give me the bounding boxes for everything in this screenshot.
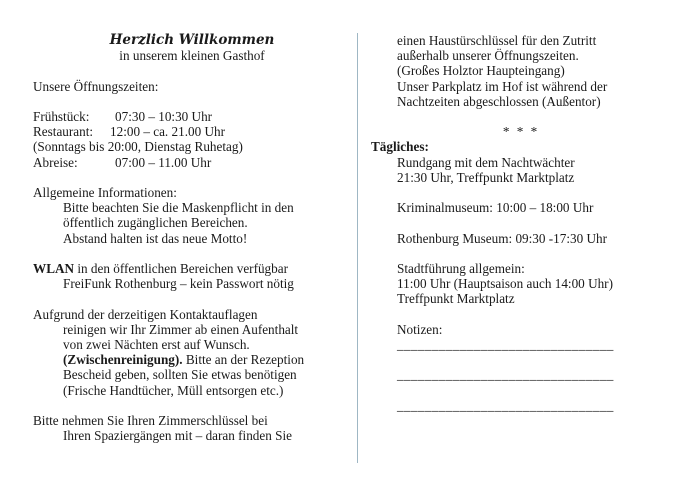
hours-row [33, 109, 351, 124]
key-cont-line: Unser Parkplatz im Hof ist während der [397, 78, 608, 94]
hours-label: Restaurant: [33, 124, 94, 140]
daily-item: 11:00 Uhr (Hauptsaison auch 14:00 Uhr) [397, 276, 613, 292]
contact-text: Bitte an der Rezeption [182, 352, 305, 368]
note-line: _______________________________ [397, 367, 614, 383]
wlan-network: FreiFunk Rothenburg – kein Passwort nötig [63, 276, 294, 292]
cleaning-label: (Zwischenreinigung). [63, 352, 183, 368]
wlan-text: in den öffentlichen Bereichen verfügbar [74, 260, 288, 276]
key-cont-line: Nachtzeiten abgeschlossen (Außentor) [397, 93, 601, 109]
hours-label: Abreise: [33, 154, 78, 170]
contact-line: reinigen wir Ihr Zimmer ab einen Aufenthalt [63, 321, 299, 337]
key-cont-line: einen Haustürschlüssel für den Zutritt [397, 33, 597, 48]
opening-heading: Unsere Öffnungszeiten: [33, 78, 159, 94]
page-subtitle: in unserem kleinen Gasthof [119, 48, 265, 64]
info-line: Bitte beachten Sie die Maskenpflicht in den [63, 200, 294, 216]
daily-heading: Tägliches: [371, 139, 429, 155]
note-line: _______________________________ [397, 397, 614, 413]
key-line: Bitte nehmen Sie Ihren Zimmerschlüssel bei [33, 412, 268, 428]
right-column [371, 33, 671, 413]
info-line: Abstand halten ist das neue Motto! [63, 230, 248, 246]
daily-item: Treffpunkt Marktplatz [397, 291, 515, 307]
note-line: _______________________________ [397, 336, 614, 352]
contact-line: von zwei Nächten erst auf Wunsch. [63, 336, 250, 352]
daily-item: Stadtführung allgemein: [397, 260, 525, 276]
contact-line: Bescheid geben, sollten Sie etwas benötigen [63, 367, 297, 383]
column-divider [357, 33, 358, 463]
daily-item: Rundgang mit dem Nachtwächter [397, 154, 575, 170]
hours-value: 07:30 – 10:30 Uhr [115, 108, 213, 124]
hours-value: 12:00 – ca. 21.00 Uhr [110, 124, 226, 140]
hours-value: 07:00 – 11.00 Uhr [115, 154, 212, 170]
wlan-label: WLAN [33, 260, 75, 276]
key-line: Ihren Spaziergängen mit – daran finden Sie [63, 428, 292, 444]
daily-item: Rothenburg Museum: 09:30 -17:30 Uhr [397, 230, 608, 246]
page-title: Herzlich Willkommen [109, 32, 275, 48]
contact-line: (Frische Handtücher, Müll entsorgen etc.) [63, 382, 284, 398]
hours-label: Frühstück: [33, 108, 90, 124]
hours-note: (Sonntags bis 20:00, Dienstag Ruhetag) [33, 139, 243, 155]
daily-item: 21:30 Uhr, Treffpunkt Marktplatz [397, 169, 575, 185]
key-cont-line: (Großes Holztor Haupteingang) [397, 63, 565, 79]
hours-row [33, 124, 351, 139]
info-heading: Allgemeine Informationen: [33, 184, 177, 200]
hours-row [33, 155, 351, 170]
daily-item: Kriminalmuseum: 10:00 – 18:00 Uhr [397, 200, 594, 216]
left-column [33, 33, 351, 443]
separator: * * * [502, 124, 540, 140]
wlan-line [33, 261, 351, 276]
key-cont-line: außerhalb unserer Öffnungszeiten. [397, 48, 579, 64]
info-line: öffentlich zugänglichen Bereichen. [63, 215, 248, 231]
contact-line: Aufgrund der derzeitigen Kontaktauflagen [33, 306, 258, 322]
contact-line [33, 352, 351, 367]
notes-heading: Notizen: [397, 321, 443, 337]
